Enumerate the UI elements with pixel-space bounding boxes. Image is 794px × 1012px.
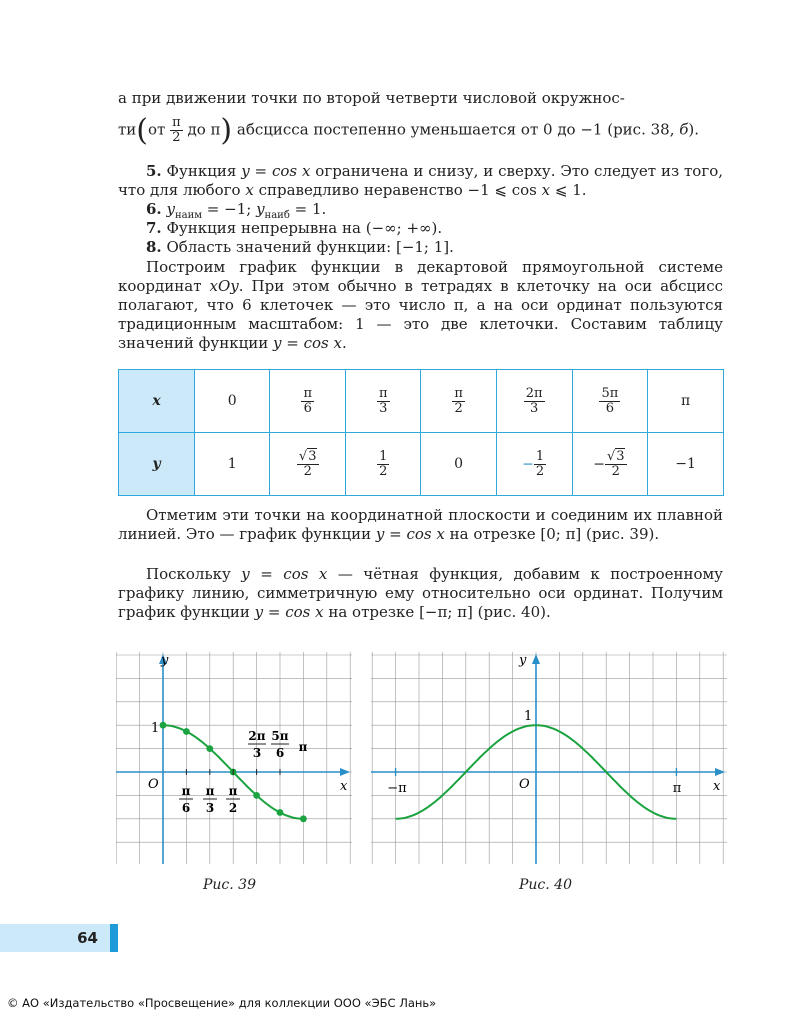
- tick-label: π: [298, 740, 308, 754]
- table-header-x: x: [119, 370, 195, 433]
- data-point: [277, 809, 284, 816]
- table-cell: −1: [648, 433, 724, 496]
- data-point: [300, 815, 307, 822]
- tick-label: 5π: [271, 729, 289, 743]
- paragraph: Отметим эти точки на координатной плоскости и соединим их плавной линией. Это — график функции y = cos x на отрезке [0; π] (рис. 39).: [118, 506, 723, 543]
- property-6: 6. $y_{наим} = -1$; $y_{наиб} = 1$.: [146, 200, 327, 221]
- origin-label: O: [519, 777, 530, 792]
- table-cell: $\frac{\pi}{6}$: [270, 370, 346, 433]
- paragraph: Построим график функции в декартовой прямоугольной системе координат xOy. При этом обычно в тетрадях в клеточку на оси абсцисс полагают, что 6 клеточек — это число π, а на оси ординат пользуются традиционным масштабом: 1 — это две клеточки. Составим таблицу значений функции y = cos x.: [118, 258, 723, 352]
- figure-caption: Рис. 39: [203, 877, 256, 893]
- x-axis-label: x: [340, 779, 348, 794]
- origin-label: O: [148, 777, 159, 792]
- table-cell: $\frac{\pi}{3}$: [346, 370, 421, 433]
- property-7: 7. Функция непрерывна на (−∞; +∞).: [146, 219, 443, 237]
- tick-label: 6: [275, 746, 285, 760]
- values-table: [118, 369, 724, 496]
- tick-label: 3: [205, 801, 215, 815]
- tick-label: π: [228, 784, 238, 798]
- table-row: [119, 433, 724, 496]
- grid: [116, 652, 352, 864]
- table-cell: 0: [195, 370, 270, 433]
- table-cell: 1: [195, 433, 270, 496]
- table-cell: $\frac{\pi}{2}$: [421, 370, 496, 433]
- copyright-footer: © АО «Издательство «Просвещение» для коллекции ООО «ЭБС Лань»: [7, 996, 437, 1010]
- y-axis-label: y: [161, 653, 169, 668]
- y-tick-1: 1: [151, 721, 160, 736]
- data-point: [253, 792, 260, 799]
- paragraph: Поскольку y = cos x — чётная функция, добавим к построенному графику линию, симметричную ему относительно оси ординат. Получим график функции y = cos x на отрезке [−π; π] (рис. 40).: [118, 565, 723, 621]
- axes: [371, 654, 725, 864]
- y-axis-arrow: [532, 654, 540, 664]
- table-cell: $\frac{5\pi}{6}$: [572, 370, 648, 433]
- tick-label: 2: [228, 801, 238, 815]
- y-axis-label: y: [519, 653, 527, 668]
- tick-label: 2π: [248, 729, 266, 743]
- property-5: 5. Функция y = cos x ограничена и снизу, и сверху. Это следует из того, что для любого x справедливо неравенство −1 ⩽ cos x ⩽ 1.: [118, 162, 723, 199]
- data-point: [160, 722, 167, 729]
- property-8: 8. Область значений функции: [−1; 1].: [146, 238, 454, 256]
- table-cell: $\frac{2\pi}{3}$: [496, 370, 572, 433]
- table-cell: π: [648, 370, 724, 433]
- table-row: [119, 370, 724, 433]
- table-cell: $\frac{√3}{2}$: [270, 433, 346, 496]
- page-number-accent: [110, 924, 118, 952]
- figure-caption: Рис. 40: [519, 877, 572, 893]
- figure-39-graph: [116, 652, 352, 864]
- fraction: $\frac{\pi}{2}$: [172, 115, 181, 145]
- table-cell: − $\frac{√3}{2}$: [572, 433, 648, 496]
- figure-40-graph: [371, 652, 727, 864]
- table-cell: $\frac{1}{2}$: [346, 433, 421, 496]
- tick-label: 6: [181, 801, 191, 815]
- page-number: 64: [77, 929, 98, 947]
- x-axis-arrow: [340, 768, 350, 776]
- data-point: [183, 728, 190, 735]
- tick-label: π: [205, 784, 215, 798]
- tick-label: π: [672, 781, 682, 796]
- table-cell: 0: [421, 433, 496, 496]
- y-tick-1: 1: [524, 709, 533, 724]
- text-line: ти(от $\frac{\pi}{2}$ до π) абсцисса постепенно уменьшается от 0 до −1 (рис. 38, б).: [118, 113, 700, 148]
- text-line: а при движении точки по второй четверти числовой окружнос-: [118, 89, 625, 107]
- grid: [371, 652, 727, 864]
- table-cell: − $\frac{1}{2}$: [496, 433, 572, 496]
- tick-label: π: [181, 784, 191, 798]
- table-header-y: y: [119, 433, 195, 496]
- tick-label: 3: [252, 746, 262, 760]
- x-axis-label: x: [713, 779, 721, 794]
- tick-label: −π: [387, 781, 407, 796]
- page-number-tab: [0, 924, 118, 952]
- data-point: [206, 745, 213, 752]
